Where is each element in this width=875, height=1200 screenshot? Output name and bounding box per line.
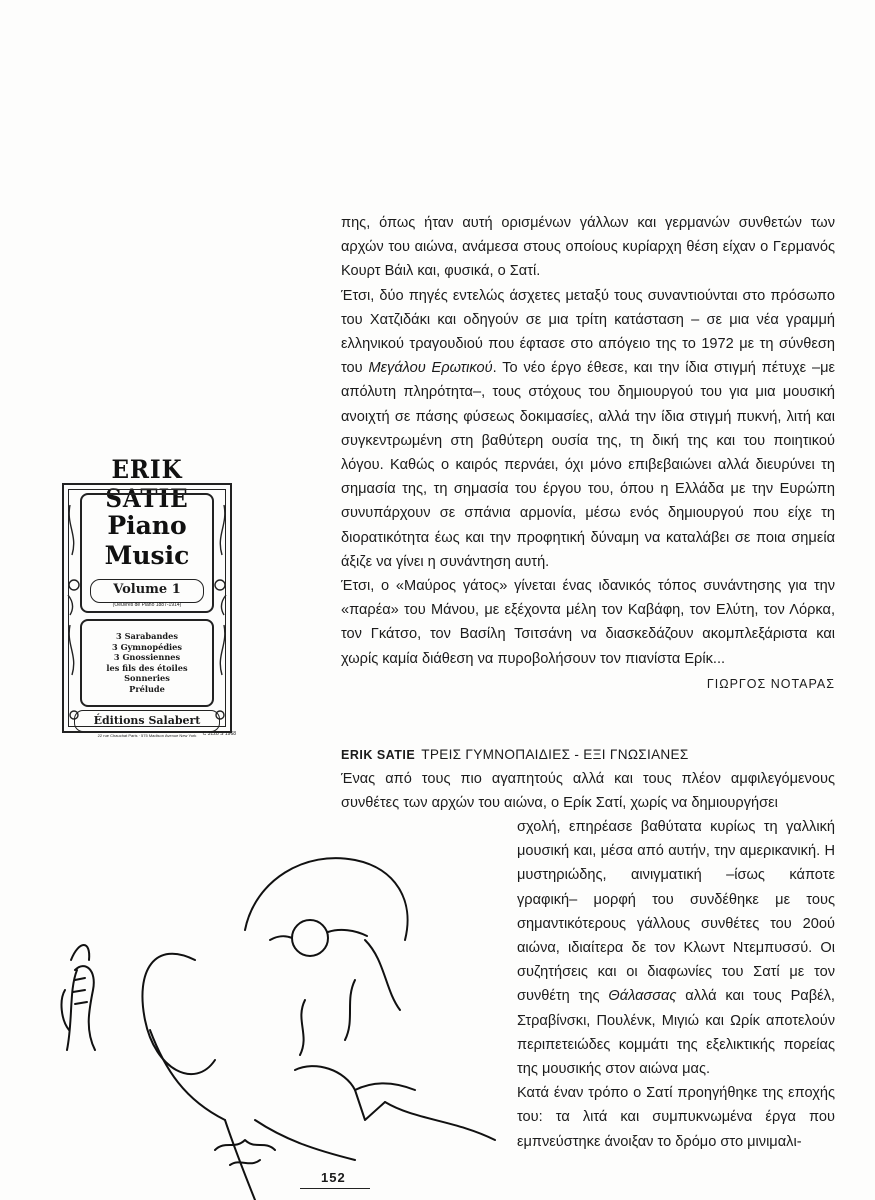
author-signature: ΓΙΩΡΓΟΣ ΝΟΤΑΡΑΣ [706,676,835,691]
section-paragraph-wide: Ένας από τους πιο αγαπητούς αλλά και τους πλέον αμφιλεγόμενους συνθέτες των αρχών του αιώνα, ο Ερίκ Σατί, χωρίς να δημιουργήσει [341,771,835,812]
work-title-italic: Θάλασσας [608,988,677,1005]
intro-paragraph-3: Έτσι, ο «Μαύρος γάτος» γίνεται ένας ιδανικός τόπος συνάντησης για την «παρέα» του Μάνου, με εξέχοντα μέλη τον Καβάφη, τον Ελύτη, τον Λόρκα, τον Γκάτσο, τον Βασίλη Τσιτσάνη να διασκεδάζουν ακομπλεξάριστα και χωρίς καμία διάθεση να πυροβολήσουν τον πιανίστα Ερίκ... [341,578,835,667]
cover-publisher-address: 22 rue Chauchat Paris · 575 Madison Avenue New York [97,733,197,738]
cover-publisher: Éditions Salabert [74,710,220,732]
section-title [341,743,835,767]
cover-credit: C 3128 S 1968 [202,731,236,737]
section-paragraph-2: Κατά έναν τρόπο ο Σατί προηγήθηκε της εποχής του: τα λιτά και συμπυκνωμένα έργα που εμπνεύστηκε άνοιξαν το δρόμο στο μινιμαλι- [517,1085,835,1150]
satie-sketch-illustration [55,820,535,1200]
cover-title: ERIK SATIE [105,455,189,513]
page-number: 152 [321,1170,346,1185]
intro-column [341,211,835,691]
intro-paragraph-2: Έτσι, δύο πηγές εντελώς άσχετες μεταξύ τους συναντιούνται στο πρόσωπο του Χατζιδάκι και οδηγούν σε μια τρίτη κατάσταση – σε μια νέα γραμμή ελληνικού τραγουδιού που έφτασε στο απόγειο της το 1972 με τη σύνθεση του Μεγάλου Ερωτικού. Το νέο έργο έθεσε, και την ίδια στιγμή πέτυχε –με απόλυτη πληρότητα–, τους στόχους του δημιουργού του για μια μουσική ανοιχτή σε πάσης φύσεως δοκιμασίες, αλλά την ίδια στιγμή πυκνή, λιτή και συγκεντρωμένη στη βαθύτερη ουσία της, τη δική της και του ποιητικού λόγου. Καθώς ο καιρός περνάει, όχι μόνο επιβεβαιώνει αλλά διευρύνει τη σημασία της, τη σημασία του έργου του, όπου η Ελλάδα με την Ευρώπη συνυπάρχουν σε σπάνια αρμονία, μέσω ενός δημιουργού που είχε τη διορατικότητα έως και την προφητική δύναμη να καταλάβει σε ποια σημεία άξιζε να γίνει η συνάντηση αυτή. [341,287,835,570]
cover-works-panel [80,619,214,707]
cover-volume: Volume 1 [90,579,204,603]
cover-work: 3 Sarabandes [116,631,178,641]
cover-music: Music [104,541,190,570]
section-header [341,743,835,767]
album-cover [60,455,236,738]
album-title-italic: Μεγάλου Ερωτικού [368,360,493,377]
cover-piano: Piano [107,511,187,540]
section-paragraph-1: σχολή, επηρέασε βαθύτατα κυρίως τη γαλλική μουσική και, μέσα από αυτήν, την αμερικανική. Η μυστηριώδης, αινιγματική –ίσως κάποτε γραφική– μορφή του συνδέθηκε με τους σημαντικότερους γάλλους συνθέτες του 20ού αιώνα, ιδιαίτερα δε τον Κλωντ Ντεμπυσσύ. Οι συζητήσεις και οι διαφωνίες του Σατί με τον συνθέτη της Θάλασσας αλλά και τους Ραβέλ, Στραβίνσκι, Πουλένκ, Μιγιώ και Ωρίκ αποτελούν περιπετειώδες κομμάτι της εξελικτικής πορείας της μουσικής στον αιώνα μας. [517,819,835,1078]
cover-work: Prélude [129,683,165,694]
cover-work: 3 Gnossiennes [113,652,181,663]
cover-work: 3 Gymnopédies [112,641,182,652]
cover-subtitle: (Oeuvres de Piano 1887-1914) [112,602,182,608]
section-wide-text [341,767,835,815]
page-number-rule [300,1188,370,1189]
section-narrow-column [517,815,835,1154]
cover-top-panel [80,493,214,613]
cover-works-list [82,631,212,695]
cover-work: Sonneries [124,673,170,684]
section-title-lead: ERIK SATIE [341,748,416,762]
intro-paragraph-1: πης, όπως ήταν αυτή ορισμένων γάλλων και γερμανών συνθετών των αρχών του αιώνα, ανάμεσα στους οποίους κυρίαρχη θέση είχαν ο Γερμανός Κουρτ Βάιλ και, φυσικά, ο Σατί. [341,215,835,280]
cover-work: les fils des étoiles [106,662,188,673]
section-title-rest: ΤΡΕΙΣ ΓΥΜΝΟΠΑΙΔΙΕΣ - ΕΞΙ ΓΝΩΣΙΑΝΕΣ [421,747,689,762]
